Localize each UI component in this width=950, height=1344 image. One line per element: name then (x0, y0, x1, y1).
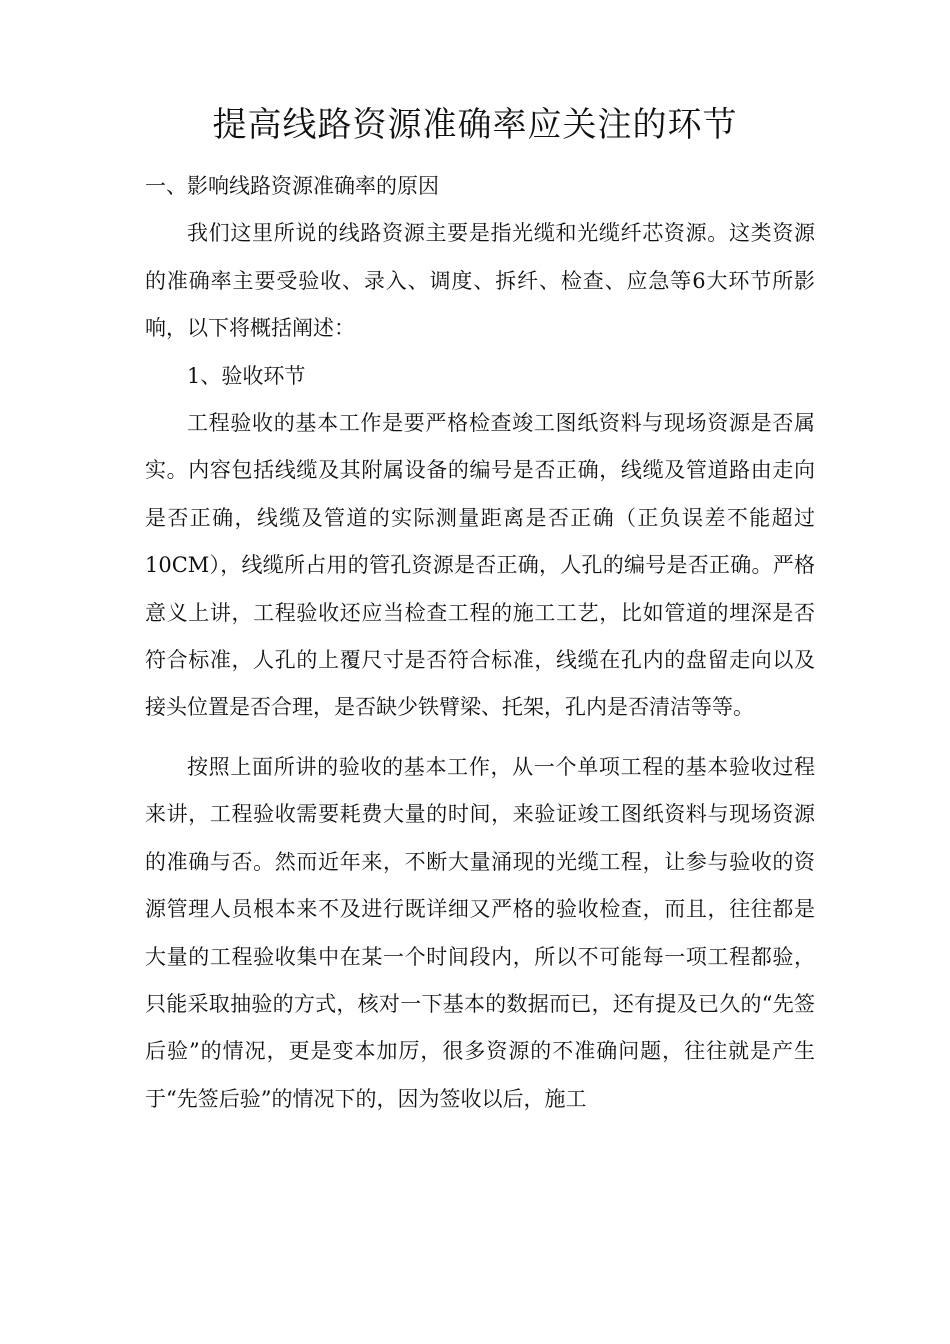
section-heading: 一、影响线路资源准确率的原因 (145, 174, 439, 198)
paragraph-acceptance-practice: 按照上面所讲的验收的基本工作，从一个单项工程的基本验收过程来讲，工程验收需要耗费大量的时间，来验证竣工图纸资料与现场资源的准确与否。然而近年来，不断大量涌现的光缆工程，让参与验收的资源管理人员根本来不及进行既详细又严格的验收检查，而且，往往都是大量的工程验收集中在某一个时间段内，所以不可能每一项工程都验，只能采取抽验的方式，核对一下基本的数据而已，还有提及已久的“先签后验”的情况，更是变本加厉，很多资源的不准确问题，往往就是产生于“先签后验”的情况下的，因为签收以后，施工 (145, 754, 815, 1111)
subsection-heading: 1、验收环节 (187, 363, 306, 388)
document-title: 提高线路资源准确率应关注的环节 (212, 105, 738, 145)
intro-paragraph: 我们这里所说的线路资源主要是指光缆和光缆纤芯资源。这类资源的准确率主要受验收、录入、调度、拆纤、检查、应急等6大环节所影响，以下将概括阐述： (145, 221, 815, 341)
document-body (145, 163, 815, 1123)
paragraph-acceptance-basics: 工程验收的基本工作是要严格检查竣工图纸资料与现场资源是否属实。内容包括线缆及其附属设备的编号是否正确，线缆及管道路由走向是否正确，线缆及管道的实际测量距离是否正确（正负误差不能超过 10CM），线缆所占用的管孔资源是否正确，人孔的编号是否正确。严格意义上讲，工程验收还应当检查工程的施工工艺，比如管道的埋深是否符合标准，人孔的上覆尺寸是否符合标准，线缆在孔内的盘留走向以及接头位置是否合理，是否缺少铁臂梁、托架，孔内是否清洁等等。 (145, 411, 815, 720)
